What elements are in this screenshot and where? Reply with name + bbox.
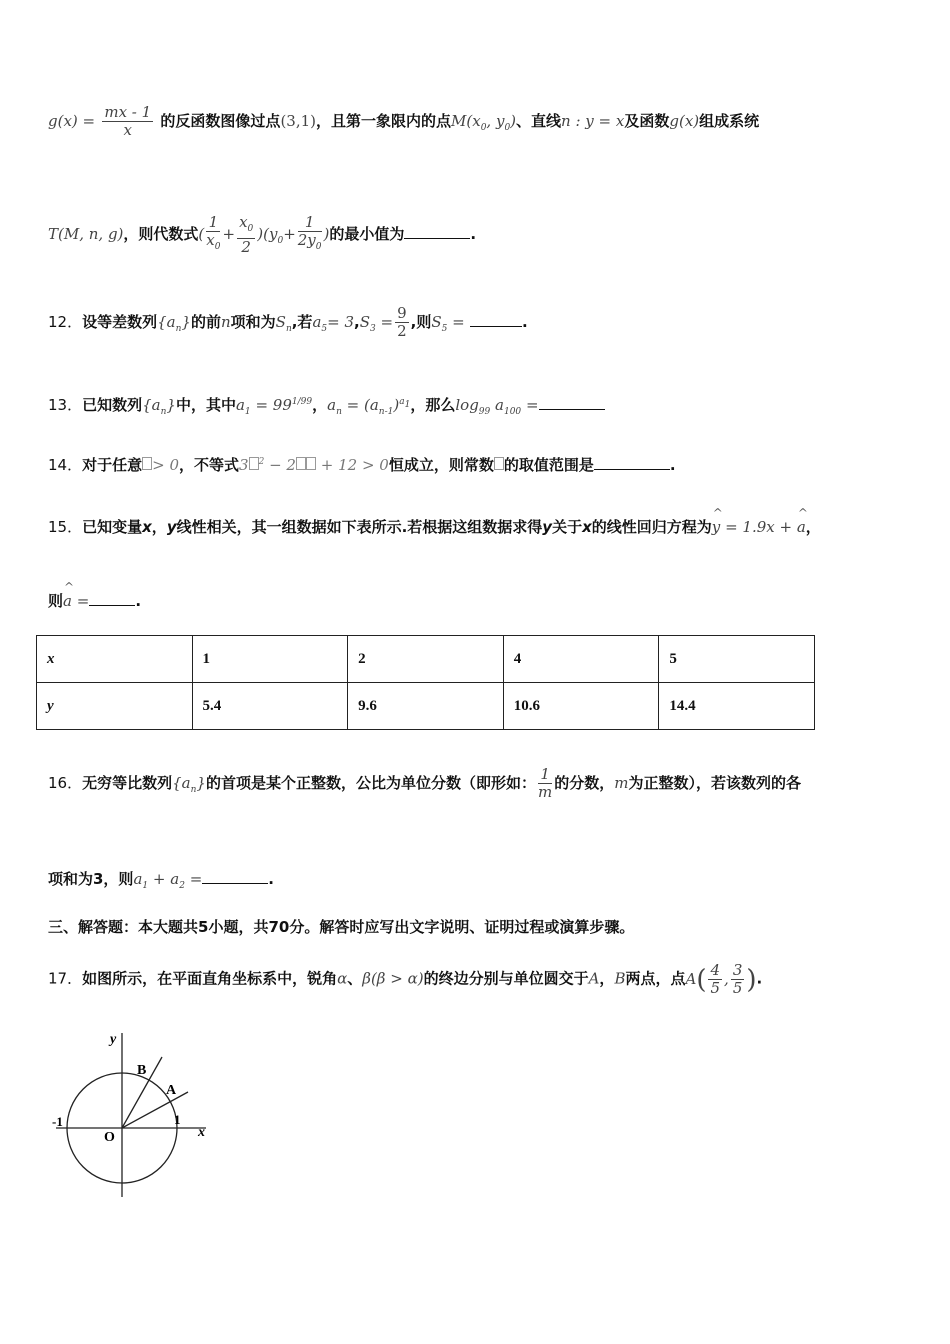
missing-glyph-icon — [142, 457, 152, 470]
q13: 13．已知数列$\{a_n\}$中，其中$a_1 = 99^{1/99}$，$a_n = (a_{n-1})^{a_1}$，那么$\log_{99} a_{100}$ = — [48, 394, 605, 417]
q15-line2: 则^ a = . — [48, 590, 141, 611]
table-cell: 14.4 — [659, 683, 815, 730]
q16-sum: $a_1 + a_2$ = — [133, 870, 203, 891]
q11-func: g(x) = — [48, 112, 96, 130]
q11-fraction: $\frac{mx - 1}{x}$ — [104, 103, 152, 139]
q15-data-table — [36, 635, 815, 730]
q17-number: 17． — [48, 969, 83, 988]
table-row — [37, 636, 815, 683]
table-cell: 1 — [192, 636, 348, 683]
missing-glyph-icon — [306, 457, 316, 470]
q16-fraction: $\frac{1}{m}$ — [537, 765, 553, 801]
q11-answer-blank[interactable] — [404, 224, 470, 239]
q11-system: T(M, n, g) — [48, 225, 124, 243]
q13-recurrence: $a_n = (a_{n-1})^{a_1}$ — [327, 396, 411, 417]
point-A-label: A — [166, 1083, 177, 1098]
table-cell: 5 — [659, 636, 815, 683]
q12-answer-blank[interactable] — [470, 312, 522, 327]
table-cell: 10.6 — [503, 683, 659, 730]
q15-number: 15． — [48, 518, 83, 536]
q13-number: 13． — [48, 396, 83, 414]
q15-regression-eq: ^ y = 1.9x + ^ a — [712, 518, 806, 536]
minus-one-label: -1 — [52, 1114, 63, 1129]
q16-answer-blank[interactable] — [202, 869, 268, 884]
table-cell: y — [37, 683, 193, 730]
x-axis-label: x — [198, 1125, 205, 1140]
point-B-label: B — [137, 1063, 147, 1078]
one-label: 1 — [174, 1112, 181, 1127]
table-cell: x — [37, 636, 193, 683]
q14-answer-blank[interactable] — [594, 455, 670, 470]
missing-glyph-icon — [249, 457, 259, 470]
q12-number: 12． — [48, 313, 83, 331]
q14-inequality: 3 $^2$ − 2 + 12 > 0 — [239, 456, 389, 474]
unit-circle-figure — [48, 1025, 218, 1200]
y-axis-label: y — [110, 1032, 117, 1047]
q13-log: $\log_{99} a_{100}$ = — [455, 396, 539, 417]
q16-line2: 项和为3，则$a_1 + a_2$ = . — [48, 870, 274, 891]
q11-point-M: $M(x_0$, $y_0$) — [451, 112, 517, 133]
q14: 14．对于任意 > 0，不等式3 $^2$ − 2 + 12 > 0恒成立，则常数 的取值范围是 . — [48, 456, 676, 474]
q11-line1: g(x) = $\frac{mx - 1}{x}$ 的反函数图像过点(3,1)，且第一象限内的点$M(x_0$, $y_0$)、直线n : y = x及函数g(x)组成系统 — [48, 103, 760, 139]
q16-number: 16． — [48, 774, 83, 792]
q15-answer-blank[interactable] — [89, 591, 135, 606]
missing-glyph-icon — [296, 457, 306, 470]
q11-gx: g(x) — [669, 112, 700, 130]
origin-label: O — [104, 1130, 115, 1145]
q16-line1: 16．无穷等比数列$\{a_n\}$的首项是某个正整数，公比为单位分数（即形如： $\frac{1}{m}$ 的分数，m为正整数），若该数列的各 — [48, 765, 801, 801]
q12-sequence: $\{a_n\}$ — [157, 313, 191, 334]
q11-line-eq: n : y = x — [561, 112, 625, 130]
table-cell: 5.4 — [192, 683, 348, 730]
q12-fraction: $\frac{9}{2}$ — [397, 304, 407, 340]
q14-number: 14． — [48, 456, 83, 474]
section-heading: 三、解答题：本大题共5小题，共70分。解答时应写出文字说明、证明过程或演算步骤。 — [48, 918, 635, 936]
q11-point: (3,1) — [280, 112, 316, 130]
q15-line1: 15．已知变量x，y线性相关，其一组数据如下表所示.若根据这组数据求得y关于x的线性回归方程为^ y = 1.9x + ^ a， — [48, 516, 821, 537]
table-cell: 2 — [348, 636, 504, 683]
q13-answer-blank[interactable] — [539, 395, 605, 410]
q11-line2: T(M, n, g)，则代数式( $\frac{1}{x_0}$ + $\frac{x_0}{2}$ )($y_0+$ $\frac{1}{2y_0}$ )的最小值为 . — [48, 213, 477, 256]
q17-point-A: A( $\frac{4}{5}$ , $\frac{3}{5}$ ) — [685, 961, 757, 997]
table-cell: 4 — [503, 636, 659, 683]
q13-a1: $a_1 = 99^{1/99}$ — [235, 396, 313, 417]
q11-expression: ( $\frac{1}{x_0}$ + $\frac{x_0}{2}$ )($y_0+$ $\frac{1}{2y_0}$ ) — [198, 213, 330, 256]
q12: 12．设等差数列$\{a_n\}$的前n项和为$S_n$,若$a_5= 3,S_3$ = $\frac{9}{2}$ ,则$S_5$ = . — [48, 304, 528, 340]
missing-glyph-icon — [494, 457, 504, 470]
table-cell: 9.6 — [348, 683, 504, 730]
q17: 17．如图所示，在平面直角坐标系中，锐角α、β(β > α)的终边分别与单位圆交于A，B两点，点A( $\frac{4}{5}$ , $\frac{3}{5}$ ). — [48, 961, 763, 997]
table-row — [37, 683, 815, 730]
